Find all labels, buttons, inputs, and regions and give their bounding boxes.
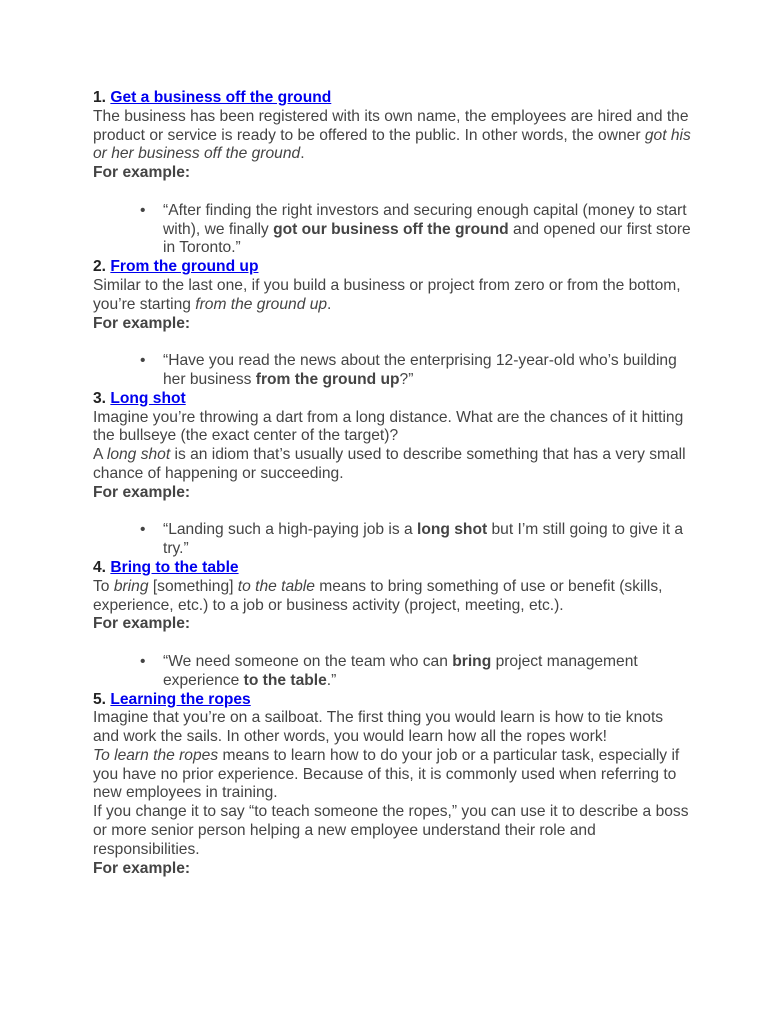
idiom-heading: [93, 258, 693, 277]
idiom-number: 1.: [93, 89, 107, 106]
idiom-heading: [93, 390, 693, 409]
text-run: .”: [326, 671, 337, 689]
example-item: [93, 653, 693, 691]
text-run: to the table: [243, 671, 327, 689]
idiom-section: [93, 258, 693, 390]
bullet-icon: •: [140, 521, 146, 539]
idiom-number: 4.: [93, 558, 107, 576]
idiom-heading: [93, 691, 693, 710]
text-run: “After finding the right investors and securing enough capital (money to start with), we finally: [163, 201, 687, 238]
text-run: to the table: [237, 577, 315, 595]
text-run: “We need someone on the team who can: [163, 652, 453, 670]
text-run: “Landing such a high-paying job is a: [163, 521, 417, 539]
text-run: bring: [113, 577, 149, 595]
for-example-label: For example:: [93, 483, 191, 501]
text-run: Similar to the last one, if you build a business or project from zero or from the bottom, you’re starting: [93, 276, 681, 313]
idiom-list: [93, 89, 693, 878]
text-run: Imagine that you’re on a sailboat. The first thing you would learn is how to tie knots and work the sails. In other words, you would learn how all the ropes work!: [93, 709, 664, 746]
text-run: long shot: [417, 521, 488, 539]
text-run: .: [327, 295, 332, 313]
idiom-description: [93, 803, 693, 859]
idiom-heading: [93, 89, 693, 108]
text-run: If you change it to say “to teach someone the ropes,” you can use it to describe a boss or more senior person helping a new employee understand their role and responsibilities.: [93, 803, 689, 858]
text-run: bring: [452, 652, 492, 670]
text-run: from the ground up: [195, 295, 328, 313]
for-example-label: For example:: [93, 859, 191, 877]
text-run: got his or her business off the ground: [93, 126, 691, 163]
idiom-number: 5.: [93, 690, 107, 708]
text-run: .: [300, 145, 305, 163]
bullet-icon: •: [140, 201, 146, 219]
idiom-section: [93, 559, 693, 691]
text-run: means to learn how to do your job or a particular task, especially if you have no prior experience. Because of this, it is commonly used when referring to new employees in training.: [93, 746, 680, 802]
example-list: [93, 202, 693, 258]
for-example-label: For example:: [93, 615, 191, 633]
idiom-section: [93, 691, 693, 879]
idiom-description: [93, 277, 693, 315]
text-run: “Have you read the news about the enterprising 12-year-old who’s building her business: [163, 352, 677, 388]
for-example-label: For example:: [93, 164, 191, 182]
bullet-icon: •: [140, 652, 146, 670]
idiom-title-link[interactable]: From the ground up: [110, 258, 259, 276]
text-run: means to bring something of use or benefit (skills, experience, etc.) to a job or business activity (project, meeting, etc.).: [93, 577, 663, 614]
idiom-section: [93, 390, 693, 559]
idiom-number: 3.: [93, 389, 107, 407]
text-run: ?”: [399, 370, 414, 388]
idiom-description: [93, 108, 693, 164]
text-run: and opened our first store in Toronto.”: [163, 220, 691, 257]
text-run: but I’m still going to give it a try.”: [163, 521, 684, 558]
idiom-section: [93, 89, 693, 258]
idiom-description: [93, 578, 693, 616]
example-list: [93, 653, 693, 691]
text-run: long shot: [106, 446, 171, 464]
example-list: [93, 352, 693, 390]
example-item: [93, 521, 693, 559]
idiom-heading: [93, 559, 693, 578]
text-run: project management experience: [163, 652, 638, 689]
idiom-title-link[interactable]: Bring to the table: [110, 558, 239, 576]
text-run: Imagine you’re throwing a dart from a long distance. What are the chances of it hitting the bullseye (the exact center of the target)?: [93, 408, 684, 445]
idiom-title-link[interactable]: Get a business off the ground: [110, 89, 332, 106]
idiom-description: [93, 446, 693, 484]
example-item: [93, 352, 693, 390]
idiom-description: [93, 409, 693, 447]
text-run: [something]: [148, 577, 238, 595]
idiom-description: [93, 709, 693, 747]
text-run: got our business off the ground: [273, 220, 509, 238]
idiom-title-link[interactable]: Long shot: [110, 389, 186, 407]
text-run: from the ground up: [255, 370, 400, 388]
text-run: A: [93, 446, 107, 464]
bullet-icon: •: [140, 352, 146, 370]
text-run: To: [93, 577, 114, 595]
idiom-number: 2.: [93, 258, 107, 276]
for-example-label: For example:: [93, 314, 191, 332]
idiom-title-link[interactable]: Learning the ropes: [110, 690, 251, 708]
text-run: is an idiom that’s usually used to describe something that has a very small chance of happening or succeeding.: [93, 446, 686, 482]
example-item: [93, 202, 693, 258]
text-run: To learn the ropes: [93, 746, 219, 764]
text-run: The business has been registered with its own name, the employees are hired and the product or service is ready to be offered to the public. In other words, the owner: [93, 107, 689, 144]
example-list: [93, 521, 693, 559]
idiom-description: [93, 747, 693, 803]
